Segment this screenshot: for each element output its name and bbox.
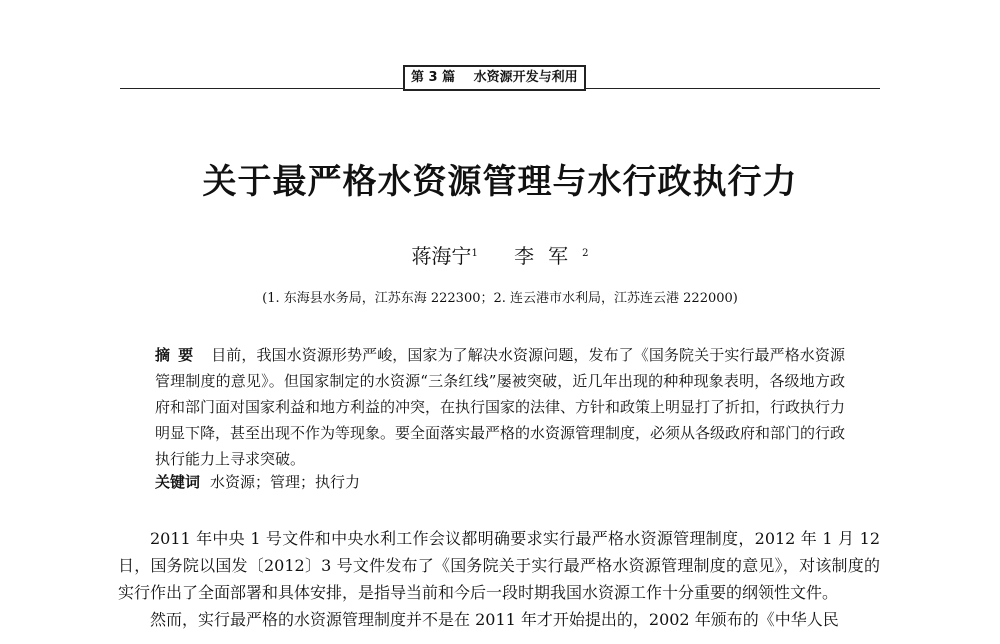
abstract-text: 目前，我国水资源形势严峻，国家为了解决水资源问题，发布了《国务院关于实行最严格水资源管理制度的意见》。但国家制定的水资源“三条红线”屡被突破，近几年出现的种种现象表明，各级地方政府和部门面对国家利益和地方利益的冲突，在执行国家的法律、方针和政策上明显打了折扣，行政执行力明显下降，甚至出现不作为等现象。要全面落实最严格的水资源管理制度，必须从各级政府和部门的行政执行能力上寻求突破。 — [155, 346, 846, 468]
body-text — [118, 525, 880, 633]
author-2: 李军 — [514, 244, 583, 268]
keywords-text: 水资源；管理；执行力 — [210, 473, 361, 491]
author-2-affil-mark: 2 — [582, 248, 589, 259]
body-paragraph-1: 2011 年中央 1 号文件和中央水利工作会议都明确要求实行最严格水资源管理制度，2012 年 1 月 12 日，国务院以国发〔2012〕3 号文件发布了《国务院关于实行最严格水资源管理制度的意见》，对该制度的实行作出了全面部署和具体安排，是指导当前和今后一段时期我国水资源工作十分重要的纲领性文件。 — [118, 529, 880, 602]
author-1: 蒋海宁 — [411, 244, 472, 268]
paper-title: 关于最严格水资源管理与水行政执行力 — [202, 162, 798, 202]
keywords-label: 关键词 — [155, 473, 201, 491]
header-part: 第 3 篇 — [411, 70, 456, 85]
abstract — [155, 342, 845, 472]
author-line — [0, 243, 1000, 269]
affiliations: (1. 东海县水务局，江苏东海 222300；2. 连云港市水利局，江苏连云港 222000) — [262, 291, 738, 306]
keywords — [155, 470, 845, 494]
running-header — [403, 65, 586, 91]
author-1-affil-mark: 1 — [471, 248, 478, 259]
abstract-label: 摘要 — [155, 346, 202, 364]
body-paragraph-2: 然而，实行最严格的水资源管理制度并不是在 2011 年才开始提出的，2002 年颁布的《中华人民 — [150, 610, 839, 629]
header-section: 水资源开发与利用 — [473, 70, 578, 85]
